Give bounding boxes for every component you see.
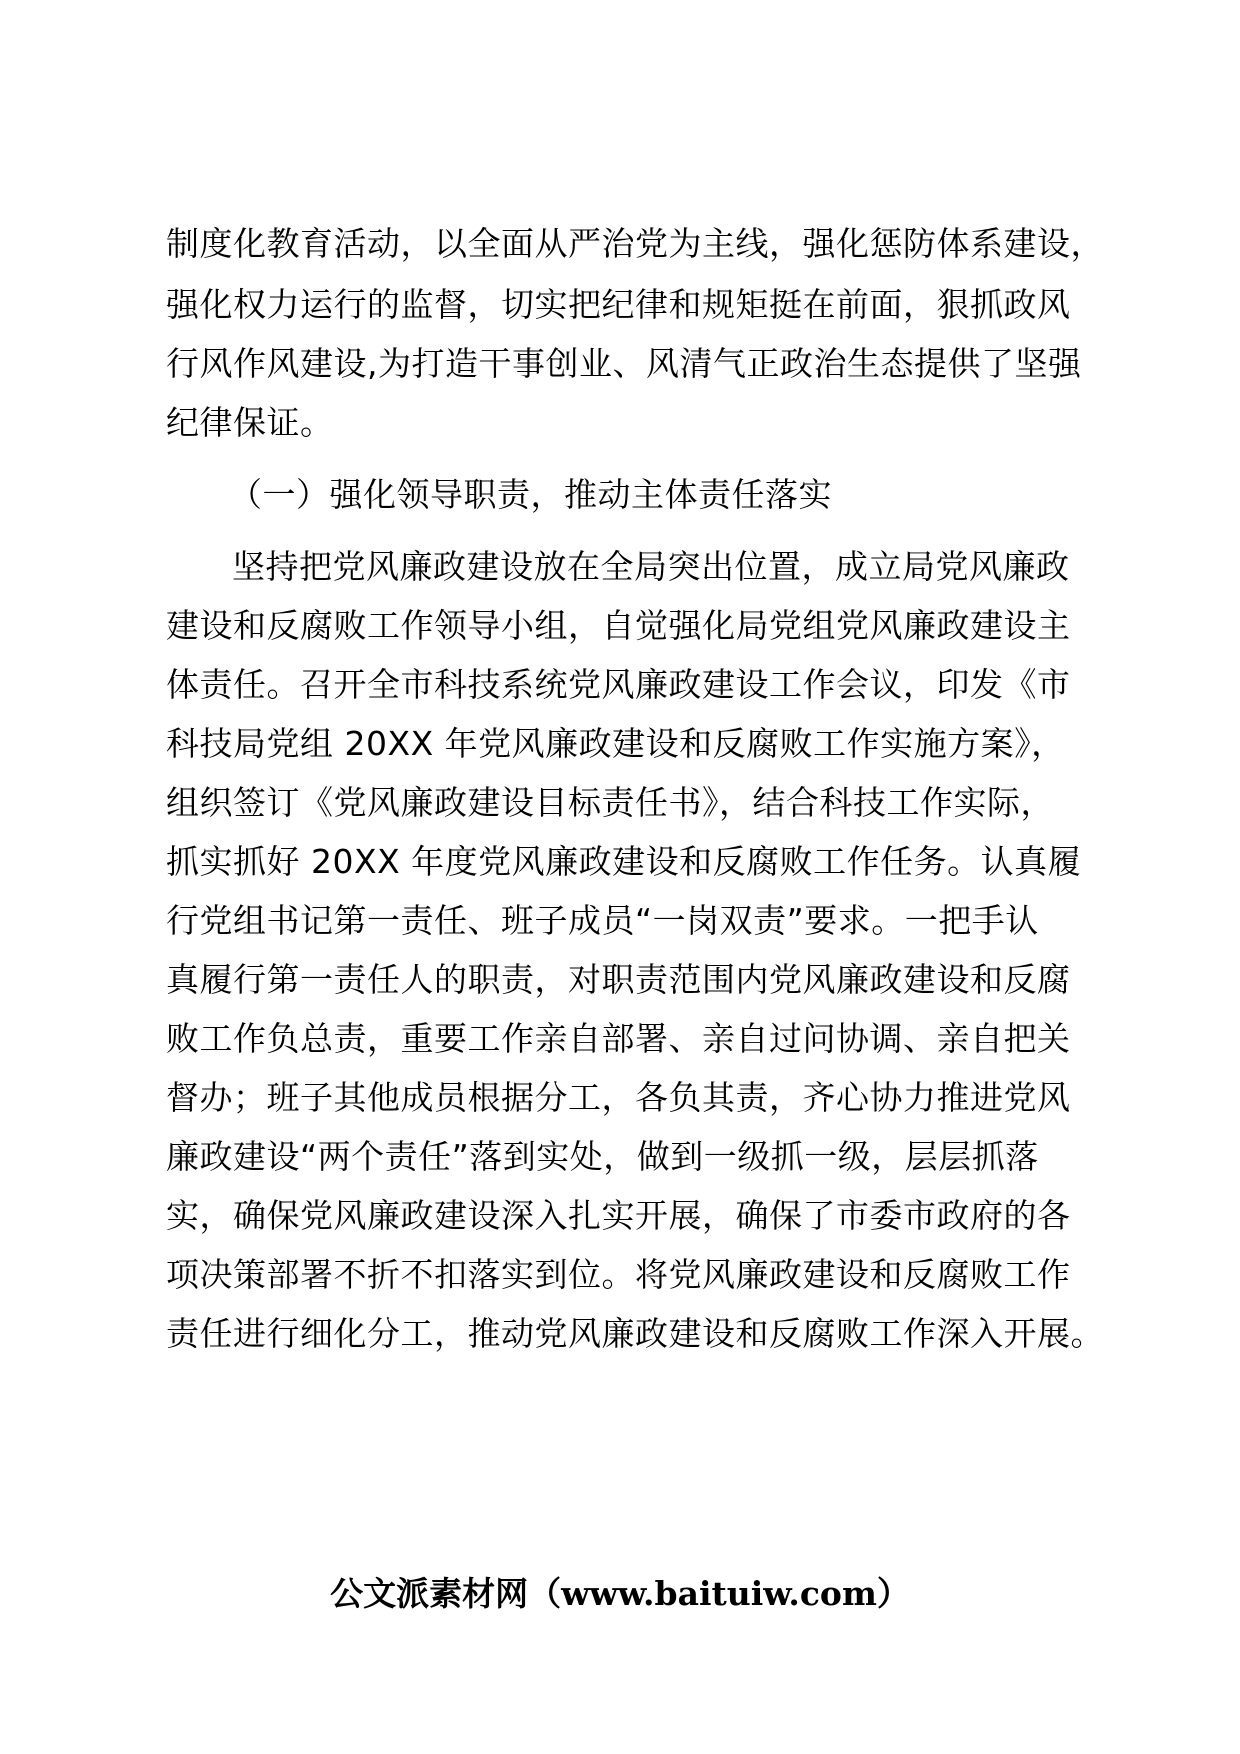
main-paragraph-line: 组织签订《党风廉政建设目标责任书》，结合科技工作实际， <box>166 783 1054 822</box>
intro-line: 制度化教育活动，以全面从严治党为主线，强化惩防体系建设， <box>166 224 1104 263</box>
intro-line: 强化权力运行的监督，切实把纪律和规矩挺在前面，狠抓政风 <box>166 285 1071 324</box>
main-paragraph-line: 科技局党组 20XX 年党风廉政建设和反腐败工作实施方案》， <box>166 724 1065 763</box>
main-paragraph-line: 督办；班子其他成员根据分工，各负其责，齐心协力推进党风 <box>166 1078 1071 1117</box>
main-paragraph-line: 项决策部署不折不扣落实到位。将党风廉政建设和反腐败工作 <box>166 1255 1071 1294</box>
main-paragraph-line: 体责任。召开全市科技系统党风廉政建设工作会议，印发《市 <box>166 665 1071 704</box>
section-heading: （一）强化领导职责，推动主体责任落实 <box>229 475 832 514</box>
main-paragraph-line: 责任进行细化分工，推动党风廉政建设和反腐败工作深入开展。 <box>166 1314 1104 1353</box>
main-paragraph-line: 建设和反腐败工作领导小组，自觉强化局党组党风廉政建设主 <box>166 606 1071 645</box>
intro-line: 行风作风建设,为打造干事创业、风清气正政治生态提供了坚强 <box>166 344 1082 383</box>
main-paragraph-line: 败工作负总责，重要工作亲自部署、亲自过问协调、亲自把关 <box>166 1019 1071 1058</box>
main-paragraph-line: 廉政建设“两个责任”落到实处，做到一级抓一级，层层抓落 <box>166 1137 1039 1176</box>
main-paragraph-line: 行党组书记第一责任、班子成员“一岗双责”要求。一把手认 <box>166 901 1039 940</box>
footer-watermark-text: 公文派素材网（www.baituiw.com） <box>330 1574 910 1613</box>
main-paragraph-line: 实，确保党风廉政建设深入扎实开展，确保了市委市政府的各 <box>166 1196 1071 1235</box>
main-paragraph-line: 坚持把党风廉政建设放在全局突出位置，成立局党风廉政 <box>232 547 1070 586</box>
intro-line: 纪律保证。 <box>166 403 334 442</box>
main-paragraph-line: 抓实抓好 20XX 年度党风廉政建设和反腐败工作任务。认真履 <box>166 842 1082 881</box>
main-paragraph-line: 真履行第一责任人的职责，对职责范围内党风廉政建设和反腐 <box>166 960 1071 999</box>
